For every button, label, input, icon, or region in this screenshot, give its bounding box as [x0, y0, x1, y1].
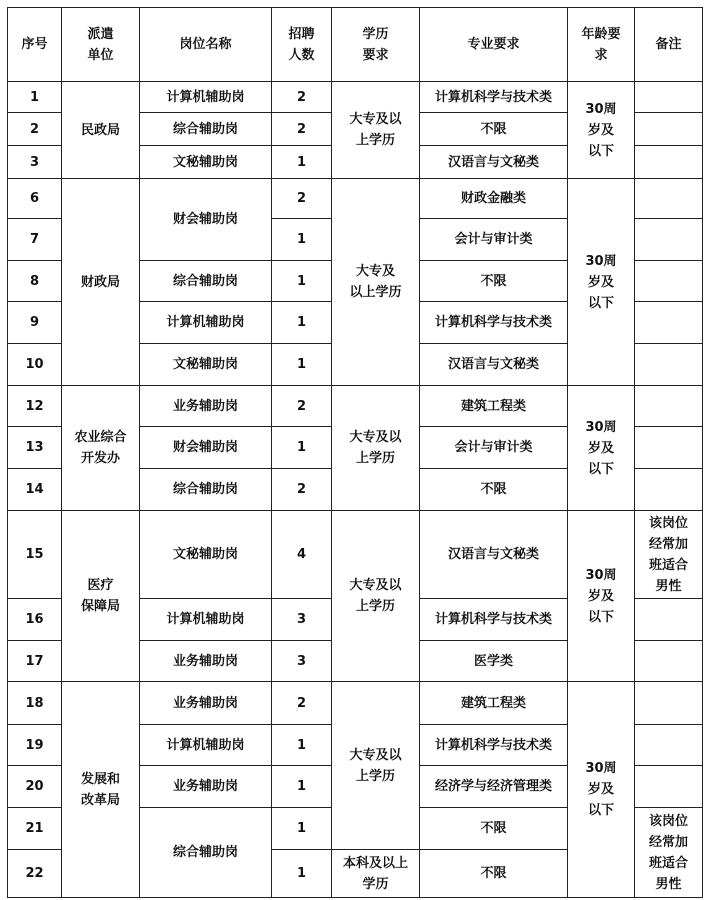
cell-count: 1: [272, 344, 332, 386]
cell-seq: 10: [8, 344, 62, 386]
cell-count: 2: [272, 82, 332, 113]
cell-post: 综合辅助岗: [140, 808, 272, 898]
cell-note: [635, 386, 703, 427]
cell-seq: 16: [8, 599, 62, 641]
cell-age: 30周 岁及 以下: [568, 511, 635, 682]
cell-post: 计算机辅助岗: [140, 599, 272, 641]
cell-count: 4: [272, 511, 332, 599]
cell-major: 经济学与经济管理类: [420, 766, 568, 808]
cell-major: 会计与审计类: [420, 219, 568, 261]
cell-age: 30周 岁及 以下: [568, 82, 635, 179]
cell-unit: 发展和 改革局: [62, 682, 140, 898]
header-note: 备注: [635, 8, 703, 82]
cell-note: [635, 113, 703, 146]
cell-count: 1: [272, 261, 332, 302]
cell-count: 1: [272, 219, 332, 261]
table-row: [8, 511, 703, 599]
cell-unit: 医疗 保障局: [62, 511, 140, 682]
cell-major: 计算机科学与技术类: [420, 599, 568, 641]
cell-post: 业务辅助岗: [140, 682, 272, 725]
cell-seq: 22: [8, 850, 62, 898]
cell-seq: 3: [8, 146, 62, 179]
cell-note: [635, 599, 703, 641]
cell-note: [635, 766, 703, 808]
cell-count: 3: [272, 641, 332, 682]
cell-count: 2: [272, 469, 332, 511]
cell-seq: 14: [8, 469, 62, 511]
cell-count: 1: [272, 725, 332, 766]
cell-major: 会计与审计类: [420, 427, 568, 469]
cell-note: [635, 469, 703, 511]
header-post: 岗位名称: [140, 8, 272, 82]
cell-note: [635, 641, 703, 682]
cell-major: 计算机科学与技术类: [420, 725, 568, 766]
cell-count: 1: [272, 427, 332, 469]
cell-post: 计算机辅助岗: [140, 82, 272, 113]
cell-count: 3: [272, 599, 332, 641]
table-row: [8, 82, 703, 113]
cell-edu: 大专及以 上学历: [332, 682, 420, 850]
cell-post: 业务辅助岗: [140, 641, 272, 682]
cell-major: 不限: [420, 261, 568, 302]
cell-major: 汉语言与文秘类: [420, 511, 568, 599]
cell-post: 文秘辅助岗: [140, 146, 272, 179]
cell-count: 1: [272, 850, 332, 898]
cell-note: [635, 146, 703, 179]
cell-seq: 2: [8, 113, 62, 146]
cell-major: 不限: [420, 469, 568, 511]
cell-edu: 大专及 以上学历: [332, 179, 420, 386]
cell-major: 建筑工程类: [420, 682, 568, 725]
header-seq: 序号: [8, 8, 62, 82]
cell-unit: 财政局: [62, 179, 140, 386]
table-row: [8, 179, 703, 219]
cell-seq: 21: [8, 808, 62, 850]
cell-unit: 农业综合 开发办: [62, 386, 140, 511]
header-row: [8, 8, 703, 82]
cell-note: [635, 219, 703, 261]
cell-edu: 本科及以上 学历: [332, 850, 420, 898]
cell-post: 业务辅助岗: [140, 766, 272, 808]
table-row: [8, 682, 703, 725]
cell-count: 1: [272, 808, 332, 850]
cell-note: [635, 261, 703, 302]
header-age: 年龄要 求: [568, 8, 635, 82]
cell-note: 该岗位 经常加 班适合 男性: [635, 808, 703, 898]
cell-age: 30周 岁及 以下: [568, 682, 635, 898]
cell-seq: 6: [8, 179, 62, 219]
cell-count: 2: [272, 682, 332, 725]
cell-major: 汉语言与文秘类: [420, 146, 568, 179]
cell-seq: 8: [8, 261, 62, 302]
cell-note: [635, 344, 703, 386]
cell-major: 汉语言与文秘类: [420, 344, 568, 386]
cell-age: 30周 岁及 以下: [568, 386, 635, 511]
cell-note: [635, 302, 703, 344]
cell-post: 财会辅助岗: [140, 179, 272, 261]
header-count: 招聘 人数: [272, 8, 332, 82]
cell-count: 1: [272, 302, 332, 344]
cell-major: 计算机科学与技术类: [420, 302, 568, 344]
cell-seq: 19: [8, 725, 62, 766]
cell-post: 业务辅助岗: [140, 386, 272, 427]
cell-post: 综合辅助岗: [140, 261, 272, 302]
recruitment-table: [7, 7, 703, 898]
cell-note: [635, 179, 703, 219]
cell-seq: 18: [8, 682, 62, 725]
cell-post: 文秘辅助岗: [140, 511, 272, 599]
cell-age: 30周 岁及 以下: [568, 179, 635, 386]
cell-seq: 12: [8, 386, 62, 427]
cell-edu: 大专及以 上学历: [332, 386, 420, 511]
cell-edu: 大专及以 上学历: [332, 82, 420, 179]
table-row: [8, 386, 703, 427]
cell-edu: 大专及以 上学历: [332, 511, 420, 682]
cell-count: 2: [272, 386, 332, 427]
cell-post: 财会辅助岗: [140, 427, 272, 469]
cell-major: 不限: [420, 808, 568, 850]
cell-note: [635, 682, 703, 725]
cell-seq: 20: [8, 766, 62, 808]
cell-count: 2: [272, 179, 332, 219]
cell-seq: 15: [8, 511, 62, 599]
header-unit: 派遣 单位: [62, 8, 140, 82]
header-major: 专业要求: [420, 8, 568, 82]
cell-seq: 9: [8, 302, 62, 344]
cell-post: 文秘辅助岗: [140, 344, 272, 386]
cell-count: 1: [272, 146, 332, 179]
cell-seq: 7: [8, 219, 62, 261]
cell-major: 医学类: [420, 641, 568, 682]
cell-unit: 民政局: [62, 82, 140, 179]
cell-note: [635, 725, 703, 766]
cell-post: 综合辅助岗: [140, 469, 272, 511]
cell-post: 综合辅助岗: [140, 113, 272, 146]
cell-count: 2: [272, 113, 332, 146]
cell-note: 该岗位 经常加 班适合 男性: [635, 511, 703, 599]
cell-note: [635, 82, 703, 113]
cell-major: 不限: [420, 850, 568, 898]
cell-note: [635, 427, 703, 469]
cell-seq: 17: [8, 641, 62, 682]
cell-count: 1: [272, 766, 332, 808]
cell-seq: 1: [8, 82, 62, 113]
cell-major: 建筑工程类: [420, 386, 568, 427]
cell-seq: 13: [8, 427, 62, 469]
cell-major: 财政金融类: [420, 179, 568, 219]
cell-major: 计算机科学与技术类: [420, 82, 568, 113]
cell-post: 计算机辅助岗: [140, 725, 272, 766]
cell-major: 不限: [420, 113, 568, 146]
header-edu: 学历 要求: [332, 8, 420, 82]
cell-post: 计算机辅助岗: [140, 302, 272, 344]
